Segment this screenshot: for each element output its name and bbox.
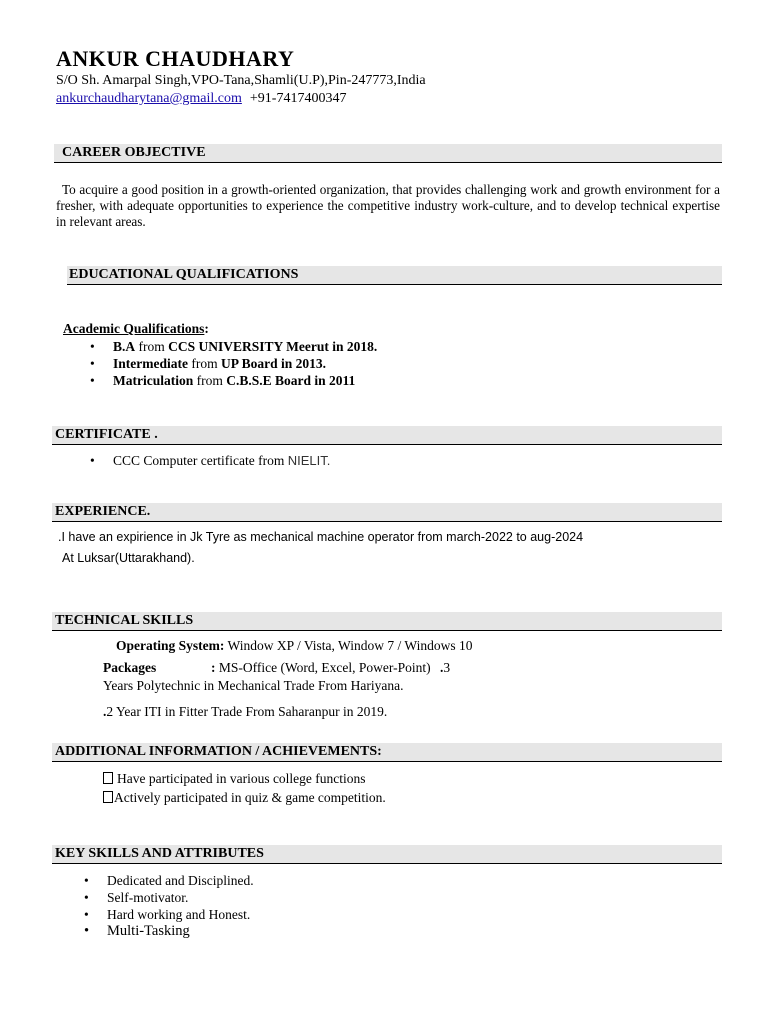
list-item: • Self-motivator. <box>84 890 189 905</box>
list-item: • B.A from CCS UNIVERSITY Meerut in 2018. <box>90 339 378 354</box>
technical-skills-heading: TECHNICAL SKILLS <box>52 612 722 631</box>
achievement-item: Have participated in various college functions <box>103 771 366 787</box>
email-link[interactable]: ankurchaudharytana@gmail.com <box>56 91 242 106</box>
list-item: • Multi-Tasking <box>84 923 190 939</box>
additional-info-heading: ADDITIONAL INFORMATION / ACHIEVEMENTS: <box>52 743 722 762</box>
experience-line-2: At Luksar(Uttarakhand). <box>62 551 195 565</box>
packages-line: Packages : MS-Office (Word, Excel, Power-Point) .3 <box>103 660 451 675</box>
certificate-heading: CERTIFICATE . <box>52 426 722 445</box>
education-list <box>90 338 378 389</box>
list-item: • Intermediate from UP Board in 2013. <box>90 356 326 371</box>
operating-system-line: Operating System: Window XP / Vista, Window 7 / Windows 10 <box>116 638 473 653</box>
education-heading: EDUCATIONAL QUALIFICATIONS <box>67 266 722 285</box>
key-skills-list <box>84 872 254 940</box>
key-skills-heading: KEY SKILLS AND ATTRIBUTES <box>52 845 722 864</box>
career-objective-text: To acquire a good position in a growth-oriented organization, that provides challenging work and growth environment for a fresher, with adequate opportunities to experience the competitive industry work-culture, and to develop technical expertise in relevant areas. <box>56 182 720 229</box>
contact-line <box>56 91 346 107</box>
checkbox-icon <box>103 772 113 784</box>
experience-heading: EXPERIENCE. <box>52 503 722 522</box>
resume-name: ANKUR CHAUDHARY <box>56 46 295 71</box>
experience-line-1: .I have an expirience in Jk Tyre as mechanical machine operator from march-2022 to aug-2024 <box>58 530 584 544</box>
certificate-list <box>90 452 331 469</box>
list-item: • Hard working and Honest. <box>84 907 251 922</box>
checkbox-icon <box>103 791 113 803</box>
academic-qualifications-label: Academic Qualifications: <box>63 321 209 336</box>
iti-line: .2 Year ITI in Fitter Trade From Saharanpur in 2019. <box>103 704 388 719</box>
address-line: S/O Sh. Amarpal Singh,VPO-Tana,Shamli(U.P),Pin-247773,India <box>56 73 426 88</box>
list-item: • Matriculation from C.B.S.E Board in 2011 <box>90 373 356 388</box>
list-item: • CCC Computer certificate from NIELIT. <box>90 453 331 468</box>
career-objective-heading: CAREER OBJECTIVE <box>54 144 722 163</box>
achievement-item: Actively participated in quiz & game competition. <box>103 790 386 806</box>
list-item: • Dedicated and Disciplined. <box>84 873 254 888</box>
polytechnic-line: Years Polytechnic in Mechanical Trade From Hariyana. <box>103 678 404 693</box>
phone-number: +91-7417400347 <box>249 91 347 106</box>
